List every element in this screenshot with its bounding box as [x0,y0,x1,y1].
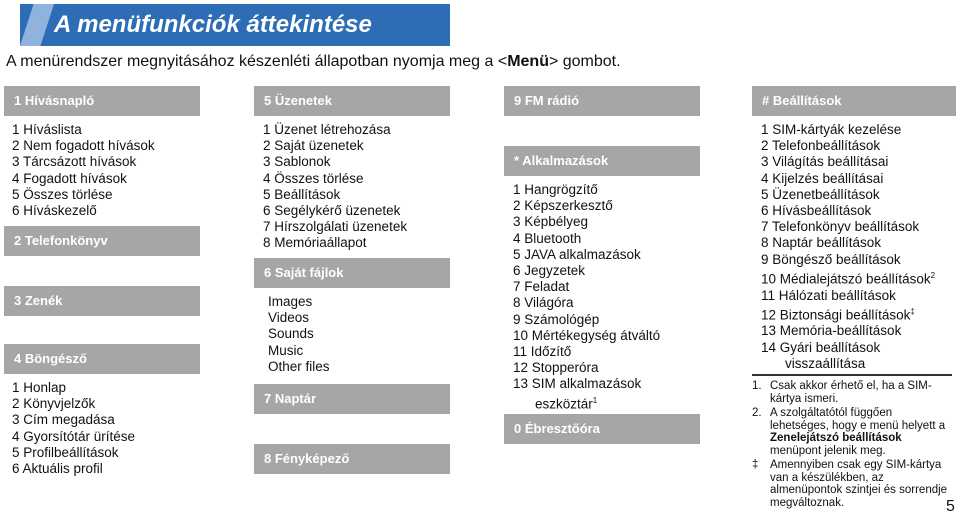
list-item: Images [268,294,313,309]
list-item: 6 Jegyzetek [513,263,586,279]
list-item: 4 Fogadott hívások [12,170,127,186]
footnote-text: Csak akkor érhető el, ha a SIM-kártya ismeri. [770,380,932,405]
page-number: 5 [946,498,955,515]
list-item: 13 Memória-beállítások [761,323,902,339]
list-item: 3 Tárcsázott hívások [12,154,137,170]
footnote-1 [752,380,952,405]
list-item: 6 Hívásbeállítások [761,203,872,219]
list-item: 8 Világóra [513,295,574,311]
list-item: 5 Összes törlése [12,186,113,202]
list-item: 13 SIM alkalmazások [513,376,642,392]
intro-text [6,52,621,72]
footnote-text-bold: Zenelejátszó beállítások [770,432,902,444]
list-item: 3 Világítás beállításai [761,154,889,170]
list-item: 6 Aktuális profil [12,461,103,477]
list-item: 2 Képszerkesztő [513,198,613,214]
header-beallitasok: # Beállítások [752,86,956,116]
list-item [761,268,935,288]
list-beallitasok [761,122,935,372]
list-item: 4 Gyorsítótár ürítése [12,428,136,444]
list-bongeszo [12,380,135,477]
list-hivasnaplo [12,122,155,219]
list-item: 7 Telefonkönyv beállítások [761,219,920,235]
list-item: 2 Saját üzenetek [263,138,364,154]
header-uzenetek: 5 Üzenetek [254,86,450,116]
list-item-continuation: visszaállítása [785,355,866,371]
list-item: 4 Összes törlése [263,170,364,186]
header-naptar: 7 Naptár [254,384,450,414]
list-item: Sounds [268,326,314,342]
list-alkalmazasok [513,182,660,412]
list-item: 12 Stopperóra [513,360,599,376]
footnote-mark: 2. [752,407,762,419]
header-hivasnaplo: 1 Hívásnapló [4,86,200,116]
list-item: 6 Segélykérő üzenetek [263,203,401,219]
footnote-text-post: menüpont jelenik meg. [770,444,886,457]
list-item: 2 Könyvjelzők [12,396,96,412]
header-fm-radio: 9 FM rádió [504,86,700,116]
list-item: 4 Bluetooth [513,230,582,246]
list-item: 8 Naptár beállítások [761,235,882,251]
footnote-text [770,407,952,457]
header-telefonkonyv: 2 Telefonkönyv [4,226,200,256]
footnotes [752,374,952,511]
list-item: 4 Kijelzés beállításai [761,170,884,186]
item13-text: eszköztár [535,396,593,412]
footnote-ref: 2 [930,270,936,280]
list-item: Music [268,342,304,358]
list-item: 1 Honlap [12,380,67,395]
list-item: 10 Mértékegység átváltó [513,327,661,343]
list-item: 6 Híváskezelő [12,203,97,219]
footnote-2 [752,407,952,457]
intro-after: > gombot. [548,53,621,70]
footnote-text-pre: A szolgáltatótól függően lehetséges, hogy e menü helyett a [770,407,946,432]
list-item: 5 Profilbeállítások [12,444,119,460]
list-item: 9 Böngésző beállítások [761,251,901,267]
list-item: 3 Képbélyeg [513,214,589,230]
header-ebresztoora: 0 Ébresztőóra [504,414,700,444]
list-item: 3 Sablonok [263,154,331,170]
list-item: 1 SIM-kártyák kezelése [761,122,902,137]
intro-key: Menü [507,53,549,70]
list-item [761,304,935,324]
footnote-ref: ‡ [910,306,915,316]
header-sajat-fajlok: 6 Saját fájlok [254,258,450,288]
list-item-continuation [513,393,660,413]
list-item: 1 Hangrögzítő [513,182,598,197]
list-item: 1 Üzenet létrehozása [263,122,391,137]
list-uzenetek [263,122,407,252]
list-item: 7 Feladat [513,279,570,295]
list-item: 5 Beállítások [263,186,341,202]
list-item: 5 Üzenetbeállítások [761,186,880,202]
footnote-mark: ‡ [752,459,759,471]
list-item: 1 Híváslista [12,122,82,137]
intro-before: A menürendszer megnyitásához készenléti állapotban nyomja meg a < [6,53,508,70]
list-item: 3 Cím megadása [12,412,115,428]
item10-text: 10 Médialejátszó beállítások [761,271,931,287]
list-item: 2 Nem fogadott hívások [12,138,155,154]
list-item: 14 Gyári beállítások [761,339,881,355]
page-title: A menüfunkciók áttekintése [54,11,372,38]
list-item: 2 Telefonbeállítások [761,138,881,154]
list-item: Other files [268,358,330,374]
list-item: 8 Memóriaállapot [263,235,367,251]
list-item: 11 Hálózati beállítások [761,287,896,303]
footnote-3 [752,459,952,509]
footnote-text: Amennyiben csak egy SIM-kártya van a készülékben, az almenüpontok szintjei és sorrendje megváltoznak. [770,459,948,509]
header-alkalmazasok: * Alkalmazások [504,146,700,176]
footnote-mark: 1. [752,380,762,392]
item12-text: 12 Biztonsági beállítások [761,307,911,323]
header-fenykepezo: 8 Fényképező [254,444,450,474]
list-item: Videos [268,310,310,326]
list-item: 7 Hírszolgálati üzenetek [263,219,408,235]
footnote-ref: 1 [592,395,598,405]
header-zenek: 3 Zenék [4,286,200,316]
list-sajat-fajlok [268,294,330,375]
list-item: 5 JAVA alkalmazások [513,246,641,262]
list-item: 11 Időzítő [513,344,572,360]
header-bongeszo: 4 Böngésző [4,344,200,374]
list-item: 9 Számológép [513,311,600,327]
